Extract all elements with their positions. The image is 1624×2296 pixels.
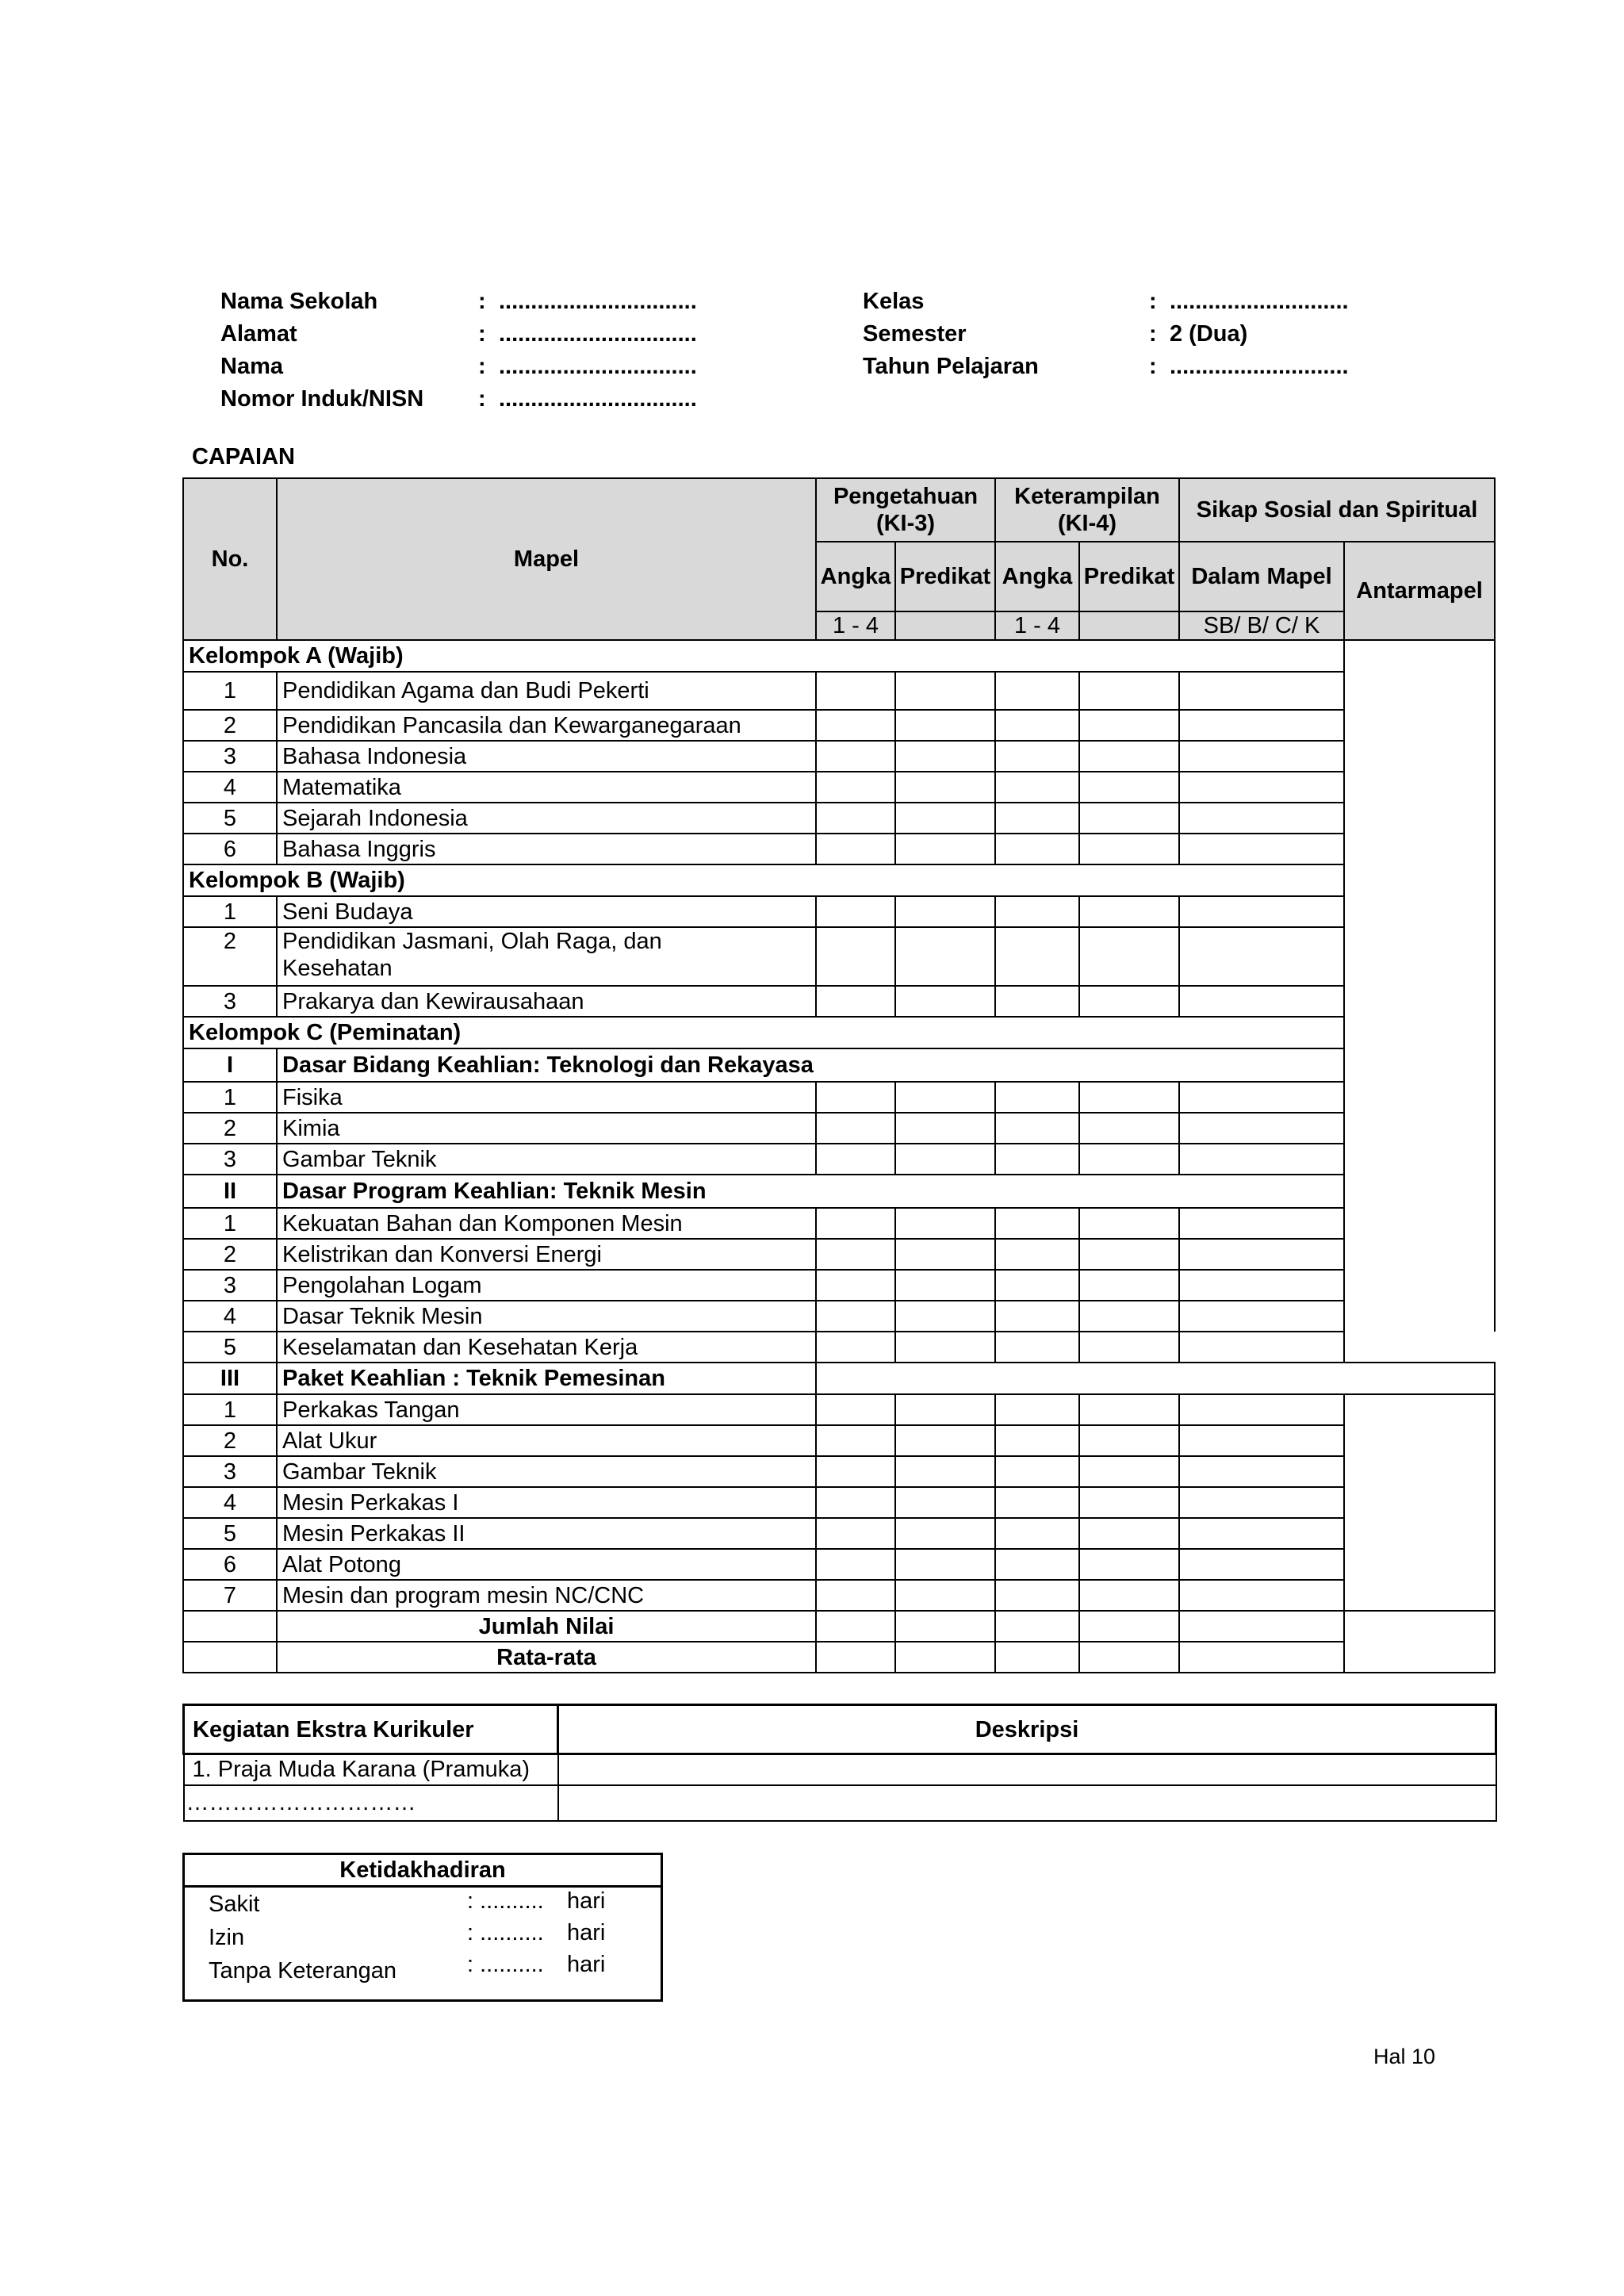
group-header-c	[183, 1017, 1495, 1048]
col-header-deskripsi: Deskripsi	[558, 1705, 1496, 1754]
table-row: 4 Dasar Teknik Mesin	[183, 1301, 1495, 1332]
student-info-right	[863, 286, 1349, 383]
range-keterampilan: 1 - 4	[995, 611, 1079, 640]
info-row-semester: Semester : 2 (Dua)	[863, 318, 1349, 351]
attendance-label-tanpa-keterangan: Tanpa Keterangan	[209, 1958, 397, 1984]
info-value: ...............................	[499, 321, 697, 347]
col-header-predikat: Predikat	[1079, 542, 1179, 611]
group-title: Kelompok A (Wajib)	[183, 640, 1344, 672]
summary-row-rata-rata: Rata-rata	[183, 1642, 1495, 1673]
info-row-nama-sekolah: Nama Sekolah : ...............................	[220, 286, 697, 318]
subgroup-header-iii: III Paket Keahlian : Teknik Pemesinan	[183, 1363, 1495, 1394]
attendance-unit: hari	[567, 1920, 606, 1945]
col-header-pengetahuan: Pengetahuan (KI-3)	[816, 478, 995, 542]
table-row: …………………………	[184, 1785, 1496, 1821]
group-title: Kelompok B (Wajib)	[183, 864, 1344, 896]
table-row: 4 Mesin Perkakas I	[183, 1487, 1495, 1518]
attendance-unit: hari	[567, 1888, 606, 1914]
info-row-alamat: Alamat : ...............................	[220, 318, 697, 351]
extracurricular-table	[182, 1704, 1497, 1822]
info-label: Nama Sekolah	[220, 289, 378, 314]
info-label: Nomor Induk/NISN	[220, 386, 424, 412]
group-header-a	[183, 640, 1495, 672]
info-value: ............................	[1170, 289, 1349, 314]
subgroup-header-ii: II Dasar Program Keahlian: Teknik Mesin	[183, 1175, 1495, 1208]
table-row: 2 Pendidikan Pancasila dan Kewarganegaraan	[183, 710, 1495, 741]
table-row: 1 Pendidikan Agama dan Budi Pekerti	[183, 672, 1495, 710]
col-header-kegiatan: Kegiatan Ekstra Kurikuler	[184, 1705, 558, 1754]
attendance-value: : ..........	[467, 1952, 544, 1977]
table-row: 5 Mesin Perkakas II	[183, 1518, 1495, 1549]
table-row: 2 Kelistrikan dan Konversi Energi	[183, 1239, 1495, 1270]
table-row: 2 Alat Ukur	[183, 1425, 1495, 1456]
range-sikap: SB/ B/ C/ K	[1179, 611, 1344, 640]
col-header-mapel: Mapel	[277, 478, 816, 640]
info-label: Tahun Pelajaran	[863, 354, 1039, 379]
info-row-tahun-pelajaran: Tahun Pelajaran : ............................	[863, 351, 1349, 383]
table-row: 1 Fisika	[183, 1082, 1495, 1113]
subgroup-header-i: I Dasar Bidang Keahlian: Teknologi dan Rekayasa	[183, 1048, 1495, 1082]
info-value: ...............................	[499, 354, 697, 379]
attendance-value: : ..........	[467, 1920, 544, 1945]
col-header-sikap: Sikap Sosial dan Spiritual	[1179, 478, 1495, 542]
info-label: Kelas	[863, 289, 925, 314]
info-row-kelas: Kelas : ............................	[863, 286, 1349, 318]
attendance-label-sakit: Sakit	[209, 1892, 260, 1917]
attendance-value: : ..........	[467, 1888, 544, 1914]
info-label: Nama	[220, 354, 283, 379]
info-value: ...............................	[499, 289, 697, 314]
info-row-nama: Nama : ...............................	[220, 351, 697, 383]
attendance-label-izin: Izin	[209, 1925, 245, 1950]
col-header-angka: Angka	[995, 542, 1079, 611]
table-row: 1. Praja Muda Karana (Pramuka)	[184, 1754, 1496, 1785]
table-row: 6 Alat Potong	[183, 1549, 1495, 1580]
table-row: 4 Matematika	[183, 772, 1495, 803]
col-header-antarmapel: Antarmapel	[1344, 542, 1495, 640]
info-value: ...............................	[499, 386, 697, 412]
info-label: Semester	[863, 321, 967, 347]
page-number: Hal 10	[1373, 2045, 1436, 2068]
capaian-title: CAPAIAN	[192, 444, 295, 470]
col-header-keterampilan: Keterampilan (KI-4)	[995, 478, 1179, 542]
info-value: ............................	[1170, 354, 1349, 379]
info-value: 2 (Dua)	[1170, 321, 1248, 347]
table-row: 1 Seni Budaya	[183, 896, 1495, 927]
table-row: 5 Sejarah Indonesia	[183, 803, 1495, 834]
table-row: 3 Gambar Teknik	[183, 1456, 1495, 1487]
student-info-left	[220, 286, 697, 416]
info-row-nisn: Nomor Induk/NISN : ...............................	[220, 383, 697, 416]
table-row: 3 Prakarya dan Kewirausahaan	[183, 986, 1495, 1017]
info-label: Alamat	[220, 321, 297, 347]
table-row: 1 Perkakas Tangan	[183, 1394, 1495, 1425]
range-pengetahuan: 1 - 4	[816, 611, 895, 640]
col-header-predikat: Predikat	[895, 542, 995, 611]
group-title: Kelompok C (Peminatan)	[183, 1017, 1344, 1048]
table-row: 7 Mesin dan program mesin NC/CNC	[183, 1580, 1495, 1611]
table-row: 6 Bahasa Inggris	[183, 834, 1495, 864]
attendance-unit: hari	[567, 1952, 606, 1977]
summary-row-jumlah: Jumlah Nilai	[183, 1611, 1495, 1642]
attendance-title: Ketidakhadiran	[185, 1855, 661, 1888]
table-row: 1 Kekuatan Bahan dan Komponen Mesin	[183, 1208, 1495, 1239]
table-row: 2 Pendidikan Jasmani, Olah Raga, dan Kesehatan	[183, 927, 1495, 986]
table-row: 2 Kimia	[183, 1113, 1495, 1144]
col-header-angka: Angka	[816, 542, 895, 611]
table-row: 3 Pengolahan Logam	[183, 1270, 1495, 1301]
group-header-b	[183, 864, 1495, 896]
grades-table	[182, 477, 1496, 1673]
table-row: 3 Bahasa Indonesia	[183, 741, 1495, 772]
col-header-no: No.	[183, 478, 277, 640]
table-row: 5 Keselamatan dan Kesehatan Kerja	[183, 1332, 1495, 1363]
col-header-dalam-mapel: Dalam Mapel	[1179, 542, 1344, 611]
table-row: 3 Gambar Teknik	[183, 1144, 1495, 1175]
attendance-box	[182, 1853, 663, 2002]
